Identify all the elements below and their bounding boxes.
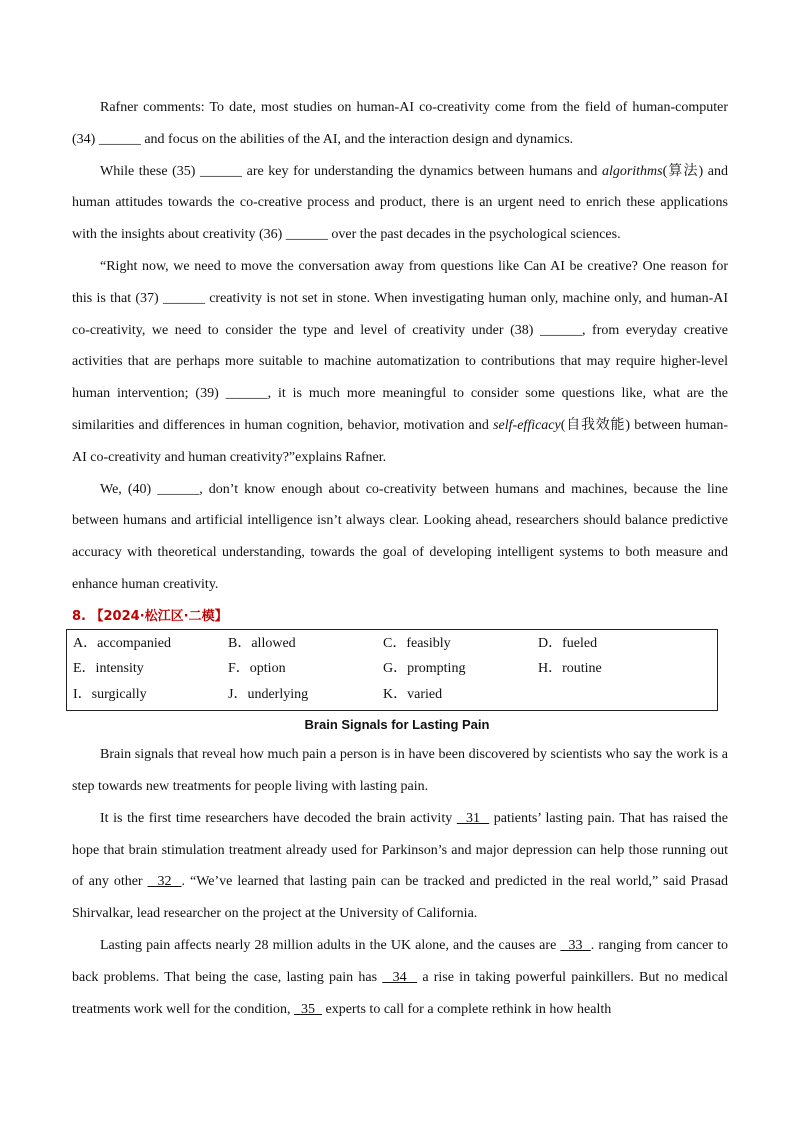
- question-heading: 8. 【2024·松江区·二模】: [72, 608, 228, 624]
- blank-34: 34: [382, 969, 418, 985]
- blank-31: 31: [456, 810, 490, 826]
- paragraph-text: While these (35) ______ are key for understanding the dynamics between humans and: [100, 163, 602, 179]
- passage-paragraph-4: We, (40) ______, don’t know enough about co-creativity between humans and machines, because the line between humans and artificial intelligence isn’t always clear. Looking ahead, researchers should balance predictive accuracy with theoretical understanding, towards the goal of developing intelligent systems to both measure and enhance human creativity.: [72, 481, 728, 592]
- passage-paragraph-5: Brain signals that reveal how much pain a person is in have been discovered by scientists who say the work is a step towards new treatments for people living with lasting pain.: [72, 747, 728, 795]
- passage-title: Brain Signals for Lasting Pain: [304, 717, 490, 733]
- option-f: F．option: [228, 661, 286, 677]
- option-c: C．feasibly: [383, 635, 451, 651]
- option-j: J．underlying: [228, 686, 309, 702]
- word-bank-box: [66, 629, 718, 712]
- option-k: K．varied: [383, 686, 443, 702]
- word-bank-row: [73, 682, 717, 708]
- document-page: [72, 92, 728, 1025]
- blank-33: 33: [560, 938, 591, 954]
- word-bank-row: [73, 631, 717, 657]
- option-d: D．fueled: [538, 635, 598, 651]
- paragraph-text: (自我效能) between human-AI co-creativity and human creativity?”explains Rafner.: [72, 417, 728, 465]
- italic-term: algorithms: [601, 163, 663, 179]
- option-h: H．routine: [538, 661, 602, 677]
- option-a: A．accompanied: [73, 635, 171, 651]
- blank-32: 32: [147, 874, 182, 890]
- paragraph-text: a rise in taking powerful painkillers. But no medical treatments work well for the condition,: [72, 969, 729, 1017]
- option-g: G．prompting: [383, 661, 466, 677]
- option-e: E．intensity: [73, 661, 144, 677]
- passage-paragraph-2: [72, 156, 728, 251]
- passage-paragraph-7: [72, 930, 728, 1025]
- paragraph-text: patients’ lasting pain. That has raised the hope that brain stimulation treatment already used for Parkinson’s and major depression can help those running out of any other: [72, 810, 729, 890]
- option-i: I．surgically: [73, 686, 147, 702]
- passage-paragraph-1: Rafner comments: To date, most studies on human-AI co-creativity come from the field of human-computer (34) ______ and focus on the abilities of the AI, and the interaction design and dynamics.: [72, 100, 728, 147]
- paragraph-text: “Right now, we need to move the conversation away from questions like Can AI be creative? One reason for this is that (37) ______ creativity is not set in stone. When investigating human only, machine only, and human-AI co-creativity, we need to consider the type and level of creativity under (38) ______, from everyday creative activities that are perhaps more suitable to machine automatization to contributions that may require higher-level human intervention; (39) ______, it is much more meaningful to consider some questions like, what are the similarities and differences in human cognition, behavior, motivation and: [72, 258, 728, 433]
- paragraph-text: Lasting pain affects nearly 28 million adults in the UK alone, and the causes are: [100, 938, 561, 954]
- paragraph-text: It is the first time researchers have decoded the brain activity: [100, 810, 457, 826]
- passage-paragraph-3: [72, 251, 728, 474]
- paragraph-text: . “We’ve learned that lasting pain can be tracked and predicted in the real world,” said Prasad Shirvalkar, lead researcher on the project at the University of California.: [72, 874, 729, 922]
- passage-paragraph-6: [72, 803, 728, 930]
- paragraph-text: (算法) and human attitudes towards the co-creative process and product, there is an urgent need to enrich these applications with the insights about creativity (36) ______ over the past decades in the psychological sciences.: [72, 163, 728, 243]
- blank-35: 35: [294, 1001, 322, 1017]
- word-bank-row: [73, 656, 717, 682]
- paragraph-text: experts to call for a complete rethink in how health: [322, 1001, 612, 1017]
- italic-term: self-efficacy: [493, 417, 561, 433]
- paragraph-text: . ranging from cancer to back problems. That being the case, lasting pain has: [72, 938, 729, 985]
- option-b: B．allowed: [228, 635, 296, 651]
